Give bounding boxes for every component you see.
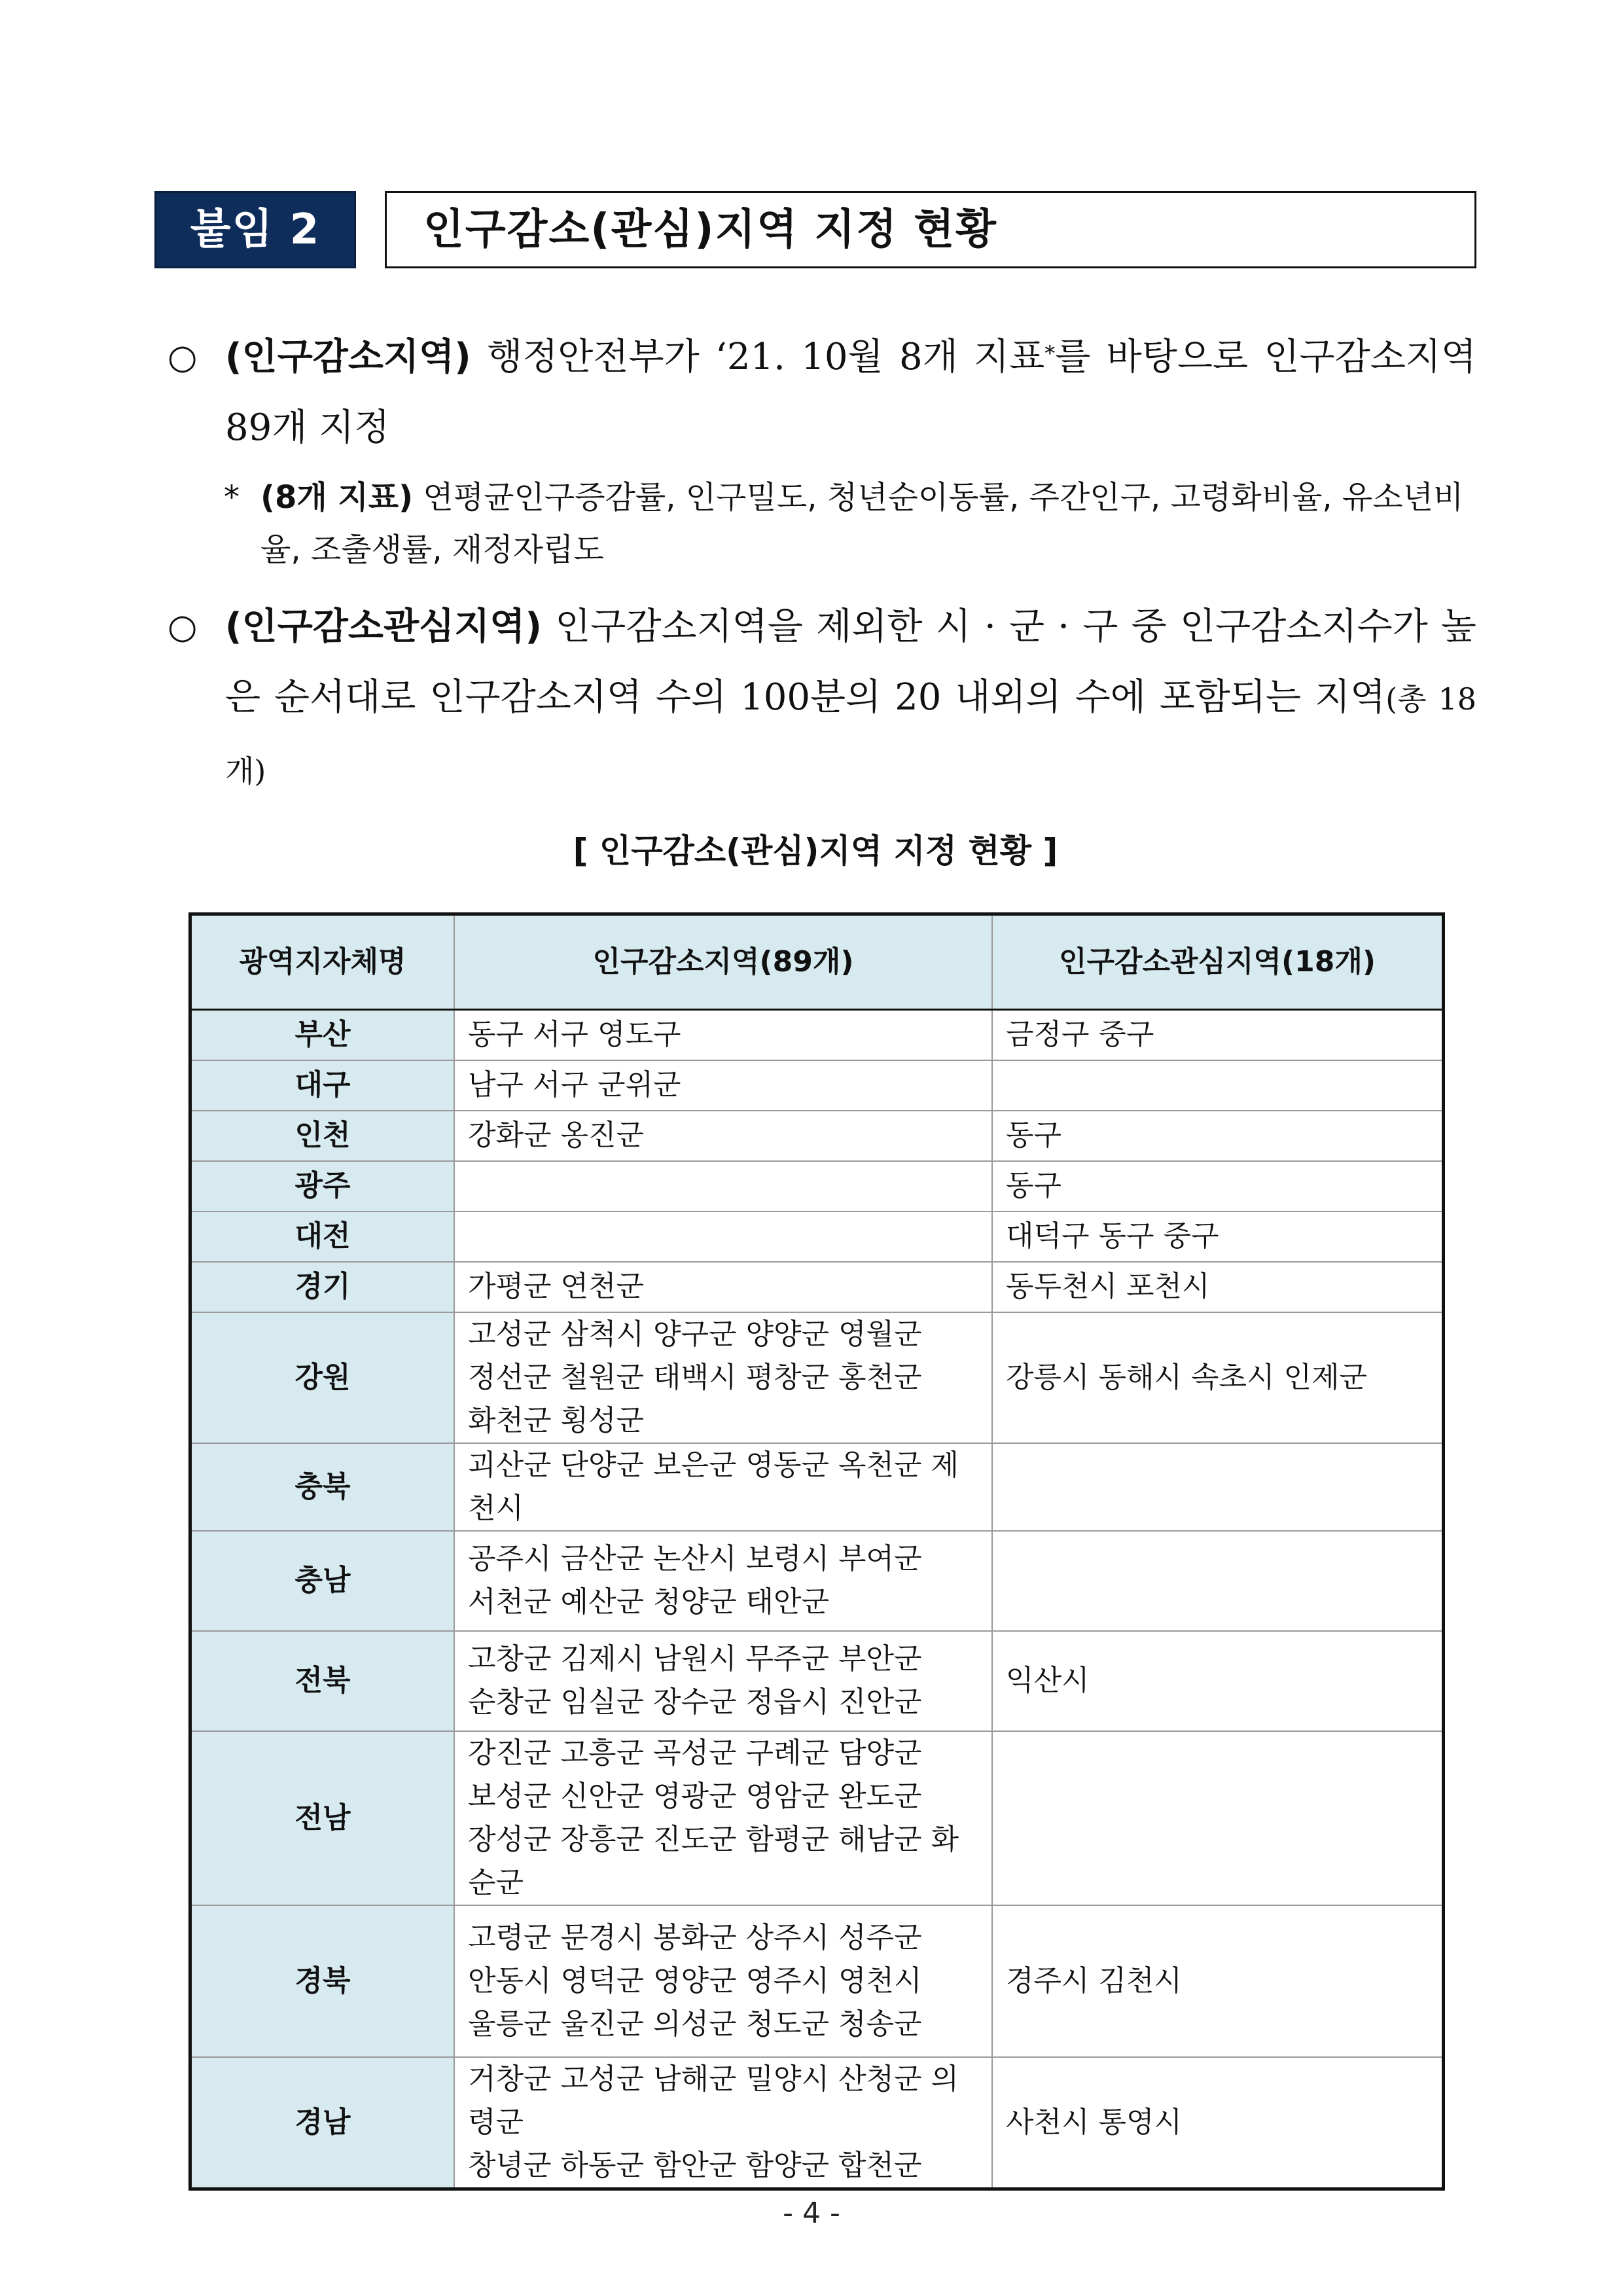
decline-regions-cell (454, 1060, 992, 1111)
table-row (190, 1111, 1444, 1161)
table-row (190, 1312, 1444, 1443)
table-row (190, 2057, 1444, 2189)
interest-regions-cell: 동구 (992, 1111, 1444, 1161)
interest-regions-cell: 익산시 (992, 1631, 1444, 1731)
paragraph-label: (인구감소지역) (225, 336, 471, 378)
interest-regions-cell (992, 1531, 1444, 1631)
decline-regions-cell (454, 1262, 992, 1312)
region-name-cell: 부산 (190, 1010, 455, 1060)
decline-regions-line: 장성군 장흥군 진도군 함평군 해남군 화순군 (468, 1822, 959, 1899)
decline-regions-line: 고령군 문경시 봉화군 상주시 성주군 (468, 1920, 922, 1954)
interest-regions-cell: 강릉시 동해시 속초시 인제군 (992, 1312, 1444, 1443)
decline-regions-line: 화천군 횡성군 (468, 1403, 645, 1437)
decline-regions-line: 거창군 고성군 남해군 밀양시 산청군 의령군 (468, 2062, 959, 2139)
interest-regions-cell: 사천시 통영시 (992, 2057, 1444, 2189)
decline-regions-line: 정선군 철원군 태백시 평창군 홍천군 (468, 1360, 922, 1394)
decline-regions-line: 동구 서구 영도구 (468, 1018, 681, 1052)
decline-regions-cell (454, 1312, 992, 1443)
indicator-note (224, 471, 1476, 576)
header-region: 광역지자체명 (190, 914, 455, 1010)
decline-regions-cell (454, 1443, 992, 1531)
region-name-cell: 인천 (190, 1111, 455, 1161)
table-row (190, 1161, 1444, 1211)
paragraph-decline-regions (168, 322, 1476, 463)
decline-regions-cell (454, 2057, 992, 2189)
region-name-cell: 전남 (190, 1731, 455, 1905)
region-name-cell: 대구 (190, 1060, 455, 1111)
decline-regions-line: 공주시 금산군 논산시 보령시 부여군 (468, 1542, 922, 1575)
table-row (190, 1905, 1444, 2057)
appendix-header (154, 191, 1476, 268)
region-name-cell: 강원 (190, 1312, 455, 1443)
table-row (190, 1731, 1444, 1905)
paragraph-interest-regions (168, 592, 1476, 806)
circle-bullet-icon: ○ (168, 607, 198, 647)
circle-bullet-icon: ○ (168, 338, 198, 377)
decline-regions-line: 보성군 신안군 영광군 영암군 완도군 (468, 1779, 922, 1813)
appendix-badge: 붙임 2 (154, 191, 356, 268)
region-name-cell: 경남 (190, 2057, 455, 2189)
decline-regions-cell (454, 1161, 992, 1211)
interest-regions-cell (992, 1060, 1444, 1111)
decline-regions-cell (454, 1211, 992, 1262)
decline-regions-line: 강화군 옹진군 (468, 1119, 645, 1152)
region-name-cell: 대전 (190, 1211, 455, 1262)
table-row (190, 1631, 1444, 1731)
paragraph-label: (인구감소관심지역) (225, 605, 542, 648)
region-name-cell: 충남 (190, 1531, 455, 1631)
interest-regions-cell (992, 1443, 1444, 1531)
decline-regions-cell (454, 1631, 992, 1731)
decline-regions-line: 안동시 영덕군 영양군 영주시 영천시 (468, 1964, 922, 1998)
note-text: 연평균인구증감률, 인구밀도, 청년순이동률, 주간인구, 고령화비율, 유소년비율, 조출생률, 재정자립도 (260, 479, 1464, 568)
region-name-cell: 광주 (190, 1161, 455, 1211)
note-label: (8개 지표) (260, 479, 414, 516)
decline-regions-line: 가평군 연천군 (468, 1270, 645, 1303)
table-row (190, 1262, 1444, 1312)
decline-regions-line: 순창군 임실군 장수군 정읍시 진안군 (468, 1685, 922, 1719)
table-row (190, 1060, 1444, 1111)
table-header-row (190, 914, 1444, 1010)
interest-regions-cell: 경주시 김천시 (992, 1905, 1444, 2057)
decline-regions-line: 괴산군 단양군 보은군 영동군 옥천군 제천시 (468, 1448, 959, 1525)
table-row (190, 1211, 1444, 1262)
table-body (190, 1010, 1444, 2189)
interest-regions-cell: 동두천시 포천시 (992, 1262, 1444, 1312)
decline-regions-line: 남구 서구 군위군 (468, 1068, 681, 1102)
region-name-cell: 충북 (190, 1443, 455, 1531)
table-row (190, 1443, 1444, 1531)
decline-regions-cell (454, 1111, 992, 1161)
decline-regions-cell (454, 1531, 992, 1631)
interest-regions-cell: 대덕구 동구 중구 (992, 1211, 1444, 1262)
decline-regions-line: 서천군 예산군 청양군 태안군 (468, 1585, 830, 1619)
paragraph-text: 를 바탕으로 인구감소지역 89개 지정 (225, 336, 1476, 449)
decline-regions-line: 고성군 삼척시 양구군 양양군 영월군 (468, 1317, 922, 1351)
paragraph-count: (총 18개) (225, 681, 1476, 789)
interest-regions-cell: 금정구 중구 (992, 1010, 1444, 1060)
decline-regions-line: 울릉군 울진군 의성군 청도군 청송군 (468, 2007, 922, 2041)
region-name-cell: 경기 (190, 1262, 455, 1312)
interest-regions-cell (992, 1731, 1444, 1905)
decline-regions-cell (454, 1905, 992, 2057)
decline-regions-line: 창녕군 하동군 함안군 함양군 합천군 (468, 2148, 922, 2182)
decline-regions-cell (454, 1010, 992, 1060)
header-decline: 인구감소지역(89개) (454, 914, 992, 1010)
table-row (190, 1010, 1444, 1060)
note-marker: * (224, 479, 240, 516)
decline-regions-line: 강진군 고흥군 곡성군 구례군 담양군 (468, 1736, 922, 1770)
table-caption: [ 인구감소(관심)지역 지정 현황 ] (573, 832, 1058, 870)
decline-regions-cell (454, 1731, 992, 1905)
decline-regions-line: 고창군 김제시 남원시 무주군 부안군 (468, 1642, 922, 1676)
paragraph-text: 인구감소지역을 제외한 시 · 군 · 구 중 인구감소지수가 높은 순서대로 인구감소지역 수의 100분의 20 내외의 수에 포함되는 지역 (225, 605, 1476, 719)
interest-regions-cell: 동구 (992, 1161, 1444, 1211)
region-name-cell: 전북 (190, 1631, 455, 1731)
page-number: - 4 - (783, 2197, 840, 2230)
page-title: 인구감소(관심)지역 지정 현황 (385, 191, 1476, 268)
paragraph-text: 행정안전부가 ‘21. 10월 8개 지표 (471, 336, 1045, 378)
header-interest: 인구감소관심지역(18개) (992, 914, 1444, 1010)
footnote-marker: * (1044, 341, 1056, 366)
regions-table (188, 912, 1445, 2191)
table-row (190, 1531, 1444, 1631)
region-name-cell: 경북 (190, 1905, 455, 2057)
